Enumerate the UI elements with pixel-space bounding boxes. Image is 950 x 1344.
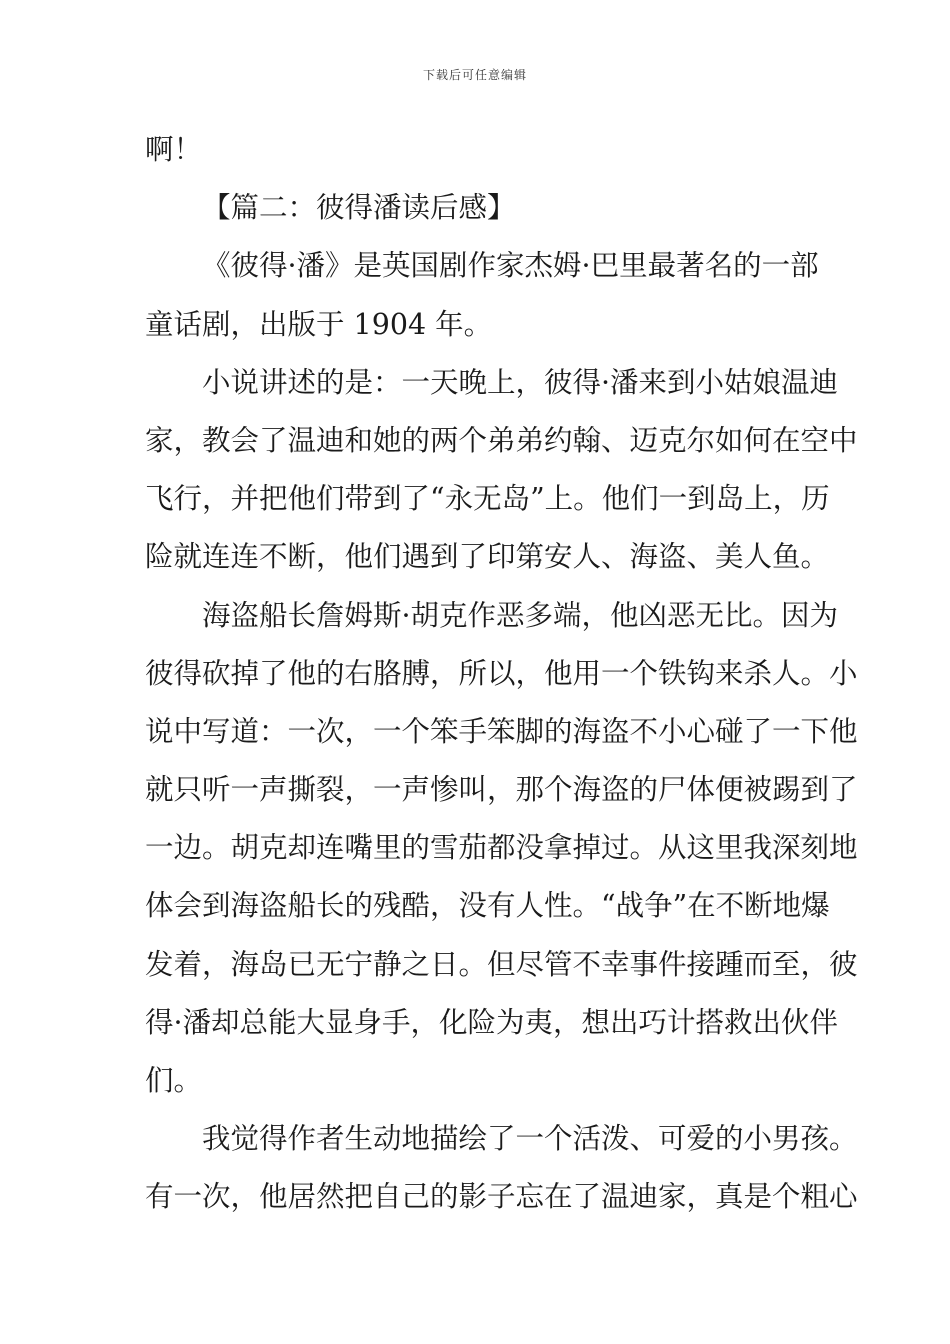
text-line: 发着，海岛已无宁静之日。但尽管不幸事件接踵而至，彼 [145,947,858,981]
text-line: 彼得砍掉了他的右胳膊，所以，他用一个铁钩来杀人。小 [145,656,858,690]
text-line: 家，教会了温迪和她的两个弟弟约翰、迈克尔如何在空中 [145,423,858,457]
text-line: 们。 [145,1064,203,1097]
text-line: 就只听一声撕裂，一声惨叫，那个海盗的尸体便被踢到了 [145,773,858,807]
text-line: 一边。胡克却连嘴里的雪茄都没拿掉过。从这里我深刻地 [145,831,858,865]
text-line: 飞行，并把他们带到了“永无岛”上。他们一到岛上，历 [145,482,830,516]
text-line: 啊！ [145,133,203,166]
text-line: 体会到海盗船长的残酷，没有人性。“战争”在不断地爆 [145,889,830,923]
page-header-note: 下载后可任意编辑 [422,68,527,82]
document-body [145,121,858,1227]
text-line: 得·潘却总能大显身手，化险为夷，想出巧计搭救出伙伴 [145,1005,839,1039]
text-line: 童话剧，出版于 1904 年。 [145,307,493,341]
section-heading: 【篇二：彼得潘读后感】 [202,191,516,225]
text-line: 险就连连不断，他们遇到了印第安人、海盗、美人鱼。 [145,540,830,574]
text-line: 说中写道：一次，一个笨手笨脚的海盗不小心碰了一下他 [145,714,858,748]
text-line: 小说讲述的是：一天晚上，彼得·潘来到小姑娘温迪 [202,365,839,399]
text-line: 我觉得作者生动地描绘了一个活泼、可爱的小男孩。 [202,1122,858,1156]
text-line: 海盗船长詹姆斯·胡克作恶多端，他凶恶无比。因为 [202,598,839,632]
text-line: 有一次，他居然把自己的影子忘在了温迪家，真是个粗心 [145,1180,858,1214]
text-line: 《彼得·潘》是英国剧作家杰姆·巴里最著名的一部 [202,249,819,283]
